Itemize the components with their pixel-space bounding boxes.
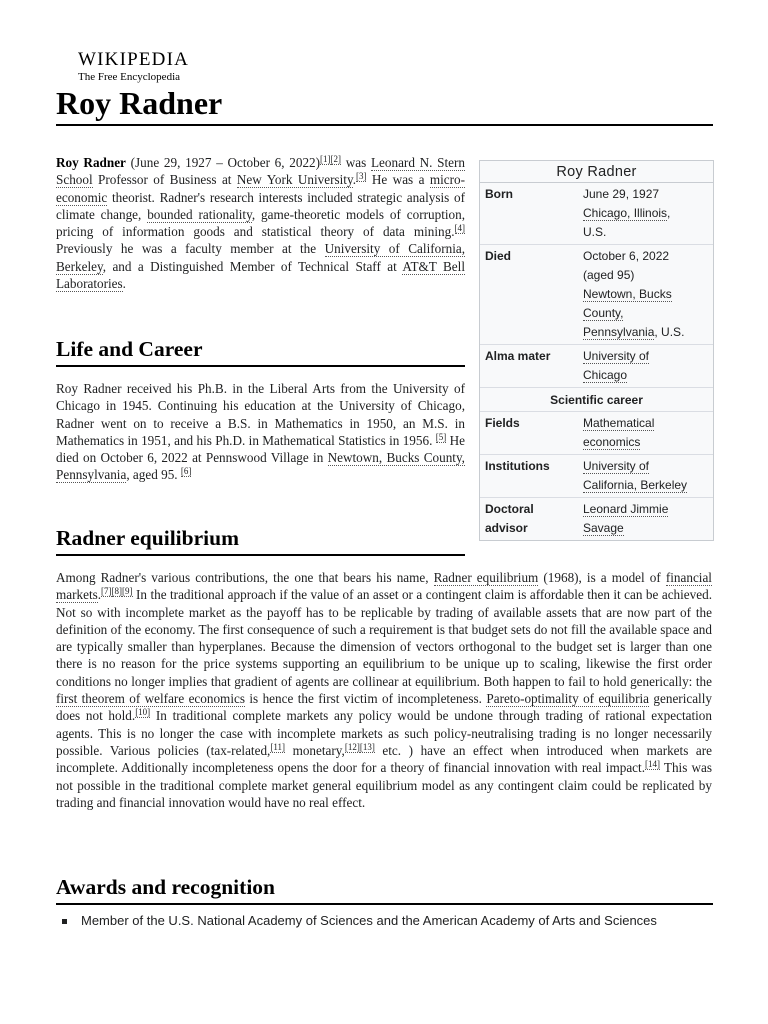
link-bounded-rationality[interactable]: bounded rationality — [147, 206, 252, 222]
link-pareto-optimality[interactable]: Pareto-optimality of equilibria — [486, 691, 649, 707]
link-savage-2[interactable]: Savage — [583, 521, 624, 535]
link-nyu[interactable]: New York University — [236, 172, 353, 188]
page-title: Roy Radner — [56, 84, 713, 126]
text-run: Roy Radner received his Ph.B. in the Liberal Arts from the University of Chicago in 1945. Continuing his education at the University of Chicago, Radner went on to receive a B.S. in Mathematics in 1950, an M.S. in Mathematics in 1951, and his Ph.D. in Mathematical Statistics in 1956. — [56, 381, 465, 448]
logo-tagline: The Free Encyclopedia — [78, 71, 181, 83]
infobox-label: Fields — [485, 416, 520, 430]
infobox-label — [480, 498, 573, 540]
link-stern-school[interactable]: Leonard N. Stern School — [56, 155, 465, 188]
link-savage-1[interactable]: Leonard Jimmie — [583, 502, 669, 516]
text-run: . — [97, 587, 102, 603]
infobox-row-institutions — [480, 455, 713, 498]
text-run: , game-theoretic models of corruption, pricing of information goods and statistical theory of data mining. — [56, 206, 466, 240]
infobox — [479, 160, 714, 541]
ref-6[interactable]: [6] — [180, 466, 192, 477]
died-date: October 6, 2022 — [583, 249, 670, 263]
ref-1[interactable]: [1] — [320, 153, 331, 164]
ref-8[interactable]: [8] — [111, 585, 123, 596]
link-uchicago-1[interactable]: University of — [583, 349, 650, 363]
text-run: was — [341, 155, 371, 170]
wikipedia-logo[interactable] — [78, 50, 189, 83]
ref-11[interactable]: [11] — [270, 741, 286, 752]
text-run: Among Radner's various contributions, the one that bears his name, — [56, 570, 434, 585]
advisor-label-1: Doctoral — [485, 502, 534, 516]
infobox-value — [573, 412, 658, 454]
link-uchicago-2[interactable]: Chicago — [583, 368, 628, 382]
infobox-row-died — [480, 245, 713, 345]
text-run: He died on October 6, 2022 at Pennswood Village in — [56, 432, 465, 466]
ref-9[interactable]: [9] — [122, 585, 133, 596]
text-run: This was not possible in the traditional complete market general equilibrium model as any contingent claim could be replicated by trading and financial innovation would have no real effect. — [56, 760, 712, 810]
text-run: etc. ) have an effect when introduced when markets are incomplete. Additionally incompleteness opens the door for a theory of financial innovation with real impact. — [56, 742, 712, 776]
logo-wordmark: WIKIPEDIA — [78, 49, 190, 70]
ref-7[interactable]: [7] — [101, 585, 112, 596]
list-item: Member of the U.S. National Academy of Sciences and the American Academy of Arts and Sciences — [62, 912, 712, 929]
infobox-label: Died — [485, 249, 512, 263]
heading-radner-equilibrium: Radner equilibrium — [56, 525, 465, 556]
awards-list — [62, 912, 712, 929]
text-run: is hence the first victim of incompleteness. — [244, 691, 487, 707]
infobox-value — [573, 345, 653, 387]
equilibrium-paragraph — [56, 569, 712, 811]
text-run: , aged 95. — [126, 467, 181, 483]
text-run: , and a Distinguished Member of Technical Staff at — [102, 258, 403, 274]
link-bucks-county[interactable]: County, — [583, 306, 624, 320]
link-chicago-illinois[interactable]: Chicago, Illinois — [583, 206, 668, 220]
text-run: Previously he was a faculty member at the — [56, 241, 325, 257]
text-run: (1968), is a model of — [538, 570, 666, 585]
ref-10[interactable]: [10] — [135, 706, 151, 717]
died-age: (aged 95) — [583, 268, 635, 282]
ref-14[interactable]: [14] — [645, 758, 660, 769]
infobox-value — [573, 455, 691, 497]
infobox-section-header: Scientific career — [480, 388, 713, 412]
infobox-row-advisor — [480, 498, 713, 540]
text-run: generically does not hold. — [56, 691, 712, 724]
ref-5[interactable]: [5] — [435, 431, 447, 442]
born-country: U.S. — [583, 225, 607, 239]
ref-2[interactable]: [2] — [330, 153, 342, 164]
infobox-value — [573, 498, 672, 540]
link-pennsylvania[interactable]: Pennsylvania — [583, 325, 655, 339]
subject-name: Roy Radner — [56, 155, 126, 170]
link-newtown-bucks[interactable]: Newtown, Bucks — [583, 287, 672, 301]
life-dates: (June 29, 1927 – October 6, 2022) — [130, 155, 321, 170]
link-micro-economic[interactable]: micro-economic — [56, 172, 465, 205]
died-country: , U.S. — [654, 325, 685, 339]
infobox-row-fields — [480, 412, 713, 455]
heading-life-and-career: Life and Career — [56, 336, 465, 367]
text-run: monetary, — [285, 742, 345, 758]
text-run: . — [122, 276, 126, 292]
text-run: In traditional complete markets any policy would be undone through trading of rational expectation agents. This is no longer the case with incomplete markets as such policy-neutralising trading is no longer necessarily possible. Various policies (tax-related, — [56, 708, 712, 758]
heading-awards: Awards and recognition — [56, 874, 713, 905]
ref-4[interactable]: [4] — [454, 222, 465, 233]
link-first-welfare-theorem[interactable]: first theorem of welfare economics — [56, 691, 245, 707]
link-math-econ-1[interactable]: Mathematical — [583, 416, 655, 430]
text-run: . — [352, 172, 356, 188]
text-run: Professor of Business at — [92, 172, 237, 188]
link-uc-1[interactable]: University of — [583, 459, 650, 473]
ref-3[interactable]: [3] — [355, 170, 367, 181]
born-date: June 29, 1927 — [583, 187, 660, 201]
link-newtown[interactable]: Newtown, Bucks County, Pennsylvania — [56, 450, 465, 483]
life-paragraph — [56, 380, 465, 484]
infobox-row-alma-mater — [480, 345, 713, 388]
infobox-label: Alma mater — [485, 349, 551, 363]
intro-paragraph — [56, 154, 465, 292]
advisor-label-2: advisor — [485, 521, 528, 535]
infobox-title: Roy Radner — [480, 161, 713, 183]
link-radner-equilibrium[interactable]: Radner equilibrium — [433, 570, 539, 585]
link-att-bell-labs[interactable]: AT&T Bell Laboratories — [56, 258, 465, 292]
infobox-label: Institutions — [485, 459, 550, 473]
text-run: theorist. Radner's research interests included strategic analysis of climate change, — [56, 189, 465, 222]
link-uc-berkeley[interactable]: University of California, Berkeley — [56, 241, 466, 274]
infobox-value: June 29, 1927 Chicago, Illinois, U.S. — [573, 183, 674, 244]
link-uc-2[interactable]: California, Berkeley — [583, 478, 688, 492]
link-financial-markets[interactable]: financial markets — [56, 570, 712, 603]
link-math-econ-2[interactable]: economics — [583, 435, 641, 449]
infobox-value — [573, 245, 688, 344]
infobox-label: Born — [485, 187, 513, 201]
ref-12[interactable]: [12] — [344, 741, 360, 752]
ref-13[interactable]: [13] — [359, 741, 375, 752]
text-run: He was a — [366, 172, 430, 188]
infobox-row-born — [480, 183, 713, 245]
text-run: In the traditional approach if the value of an asset or a contingent claim is affordable then it can be achieved. Not so with incomplete market as the payoff has to be replicable by trading of available assets that are now part of the definition of the economy. The first consequence of such a requirement is that budget sets do not fill the available space and are typically smaller than hyperplanes. Because the dimension of vectors orthogonal to the budget set is larger than one there is no reason for the price systems supporting an equilibrium to be unique up to scaling, likewise the first order conditions no longer implies that gradient of agents are collinear at equilibrium. Both happen to fail to hold generically: the — [56, 587, 712, 689]
